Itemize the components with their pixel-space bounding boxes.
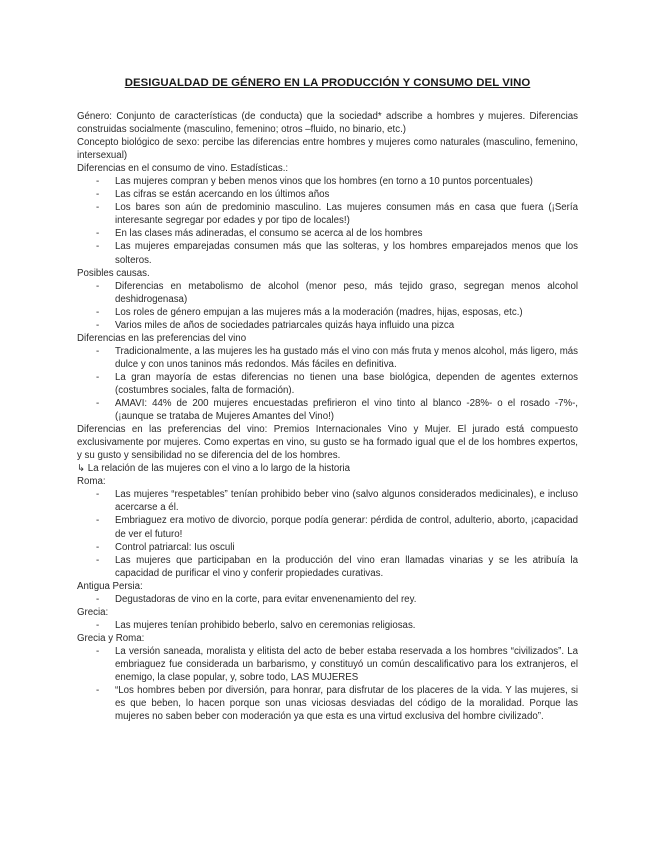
list-item: - Control patriarcal: Ius osculi (77, 541, 578, 554)
list-item: - En las clases más adineradas, el consumo se acerca al de los hombres (77, 227, 578, 240)
list-item: - Degustadoras de vino en la corte, para evitar envenenamiento del rey. (77, 593, 578, 606)
document-title: DESIGUALDAD DE GÉNERO EN LA PRODUCCIÓN Y CONSUMO DEL VINO (124, 77, 531, 89)
list-item: - Los roles de género empujan a las mujeres más a la moderación (madres, hijas, esposas, etc.) (77, 306, 578, 319)
section-heading-preferencias: Diferencias en las preferencias del vino (77, 332, 247, 344)
list-item: - La versión saneada, moralista y elitista del acto de beber estaba reservada a los hombres “civilizados”. La embriaguez fue considerada un barbarismo, y constituyó un común descalificativo para los extranjeros, el enemigo, la clase popular, y, sobre todo, LAS MUJERES (77, 645, 578, 684)
list-item: - Diferencias en metabolismo de alcohol (menor peso, más tejido graso, segregan menos alcohol deshidrogenasa) (77, 280, 578, 306)
grecia-roma-list (77, 645, 578, 723)
grecia-list (77, 619, 578, 632)
list-item: - La gran mayoría de estas diferencias no tienen una base biológica, dependen de agentes externos (costumbres sociales, falta de formación). (77, 371, 578, 397)
list-item: - Varios miles de años de sociedades patriarcales quizás haya influido una pizca (77, 319, 578, 332)
list-item: - Embriaguez era motivo de divorcio, porque podía generar: pérdida de control, adulterio, aborto, ¡capacidad de ver el futuro! (77, 514, 578, 540)
list-item: - Las cifras se están acercando en los últimos años (77, 188, 578, 201)
premios-paragraph: Diferencias en las preferencias del vino: Premios Internacionales Vino y Mujer. El jurado está compuesto exclusivamente por mujeres. Como expertas en vino, su gusto se ha formado igual que el de los hombres expertos, y su gusto y sensibilidad no se diferencia del de los hombres. (77, 424, 578, 462)
section-heading-consumo: Diferencias en el consumo de vino. Estadísticas.: (77, 163, 289, 175)
list-item: - Las mujeres tenían prohibido beberlo, salvo en ceremonias religiosas. (77, 619, 578, 632)
section-heading-historia: ↳ La relación de las mujeres con el vino a lo largo de la historia (77, 463, 351, 475)
list-item: - Las mujeres compran y beben menos vinos que los hombres (en torno a 10 puntos porcentuales) (77, 175, 578, 188)
list-item: - Las mujeres emparejadas consumen más que las solteras, y los hombres emparejados menos que los solteros. (77, 240, 578, 266)
section-heading-grecia-roma: Grecia y Roma: (77, 632, 145, 644)
roma-list (77, 488, 578, 579)
list-item: - Las mujeres “respetables” tenían prohibido beber vino (salvo algunos considerados medicinales), e incluso acercarse a él. (77, 488, 578, 514)
definition-sexo: Concepto biológico de sexo: percibe las diferencias entre hombres y mujeres como naturales (masculino, femenino, intersexual) (77, 137, 578, 162)
section-heading-persia: Antigua Persia: (77, 580, 143, 592)
section-heading-roma: Roma: (77, 476, 106, 488)
section-heading-causas: Posibles causas. (77, 267, 150, 279)
list-item: - Las mujeres que participaban en la producción del vino eran llamadas vinarias y se les atribuía la capacidad de purificar el vino y conferir propiedades curativas. (77, 554, 578, 580)
list-item: - AMAVI: 44% de 200 mujeres encuestadas prefirieron el vino tinto al blanco -28%- o el rosado -7%-, (¡aunque se trataba de Mujeres Amantes del Vino!) (77, 397, 578, 423)
list-item: - Tradicionalmente, a las mujeres les ha gustado más el vino con más fruta y menos alcohol, más ligero, más dulce y con unos taninos más redondos. Más fáciles en definitiva. (77, 345, 578, 371)
persia-list (77, 593, 578, 606)
definition-genero: Género: Conjunto de características (de conducta) que la sociedad* adscribe a hombres y mujeres. Diferencias construidas socialmente (masculino, femenino; otros –fluido, no binario, etc.) (77, 111, 578, 136)
list-item: - Los bares son aún de predominio masculino. Las mujeres consumen más en casa que fuera (¡Sería interesante segregar por edades y por tipo de locales!) (77, 201, 578, 227)
section-heading-grecia: Grecia: (77, 606, 109, 618)
document-body (77, 110, 578, 723)
preferencias-list (77, 345, 578, 423)
causas-list (77, 280, 578, 332)
list-item: - “Los hombres beben por diversión, para honrar, para disfrutar de los placeres de la vida. Y las mujeres, si es que beben, lo hacen porque son unas viciosas desviadas del código de la moralidad. Porque las mujeres no saben beber con moderación ya que esta es una virtud exclusiva del hombre civilizado”. (77, 684, 578, 723)
consumo-list (77, 175, 578, 266)
